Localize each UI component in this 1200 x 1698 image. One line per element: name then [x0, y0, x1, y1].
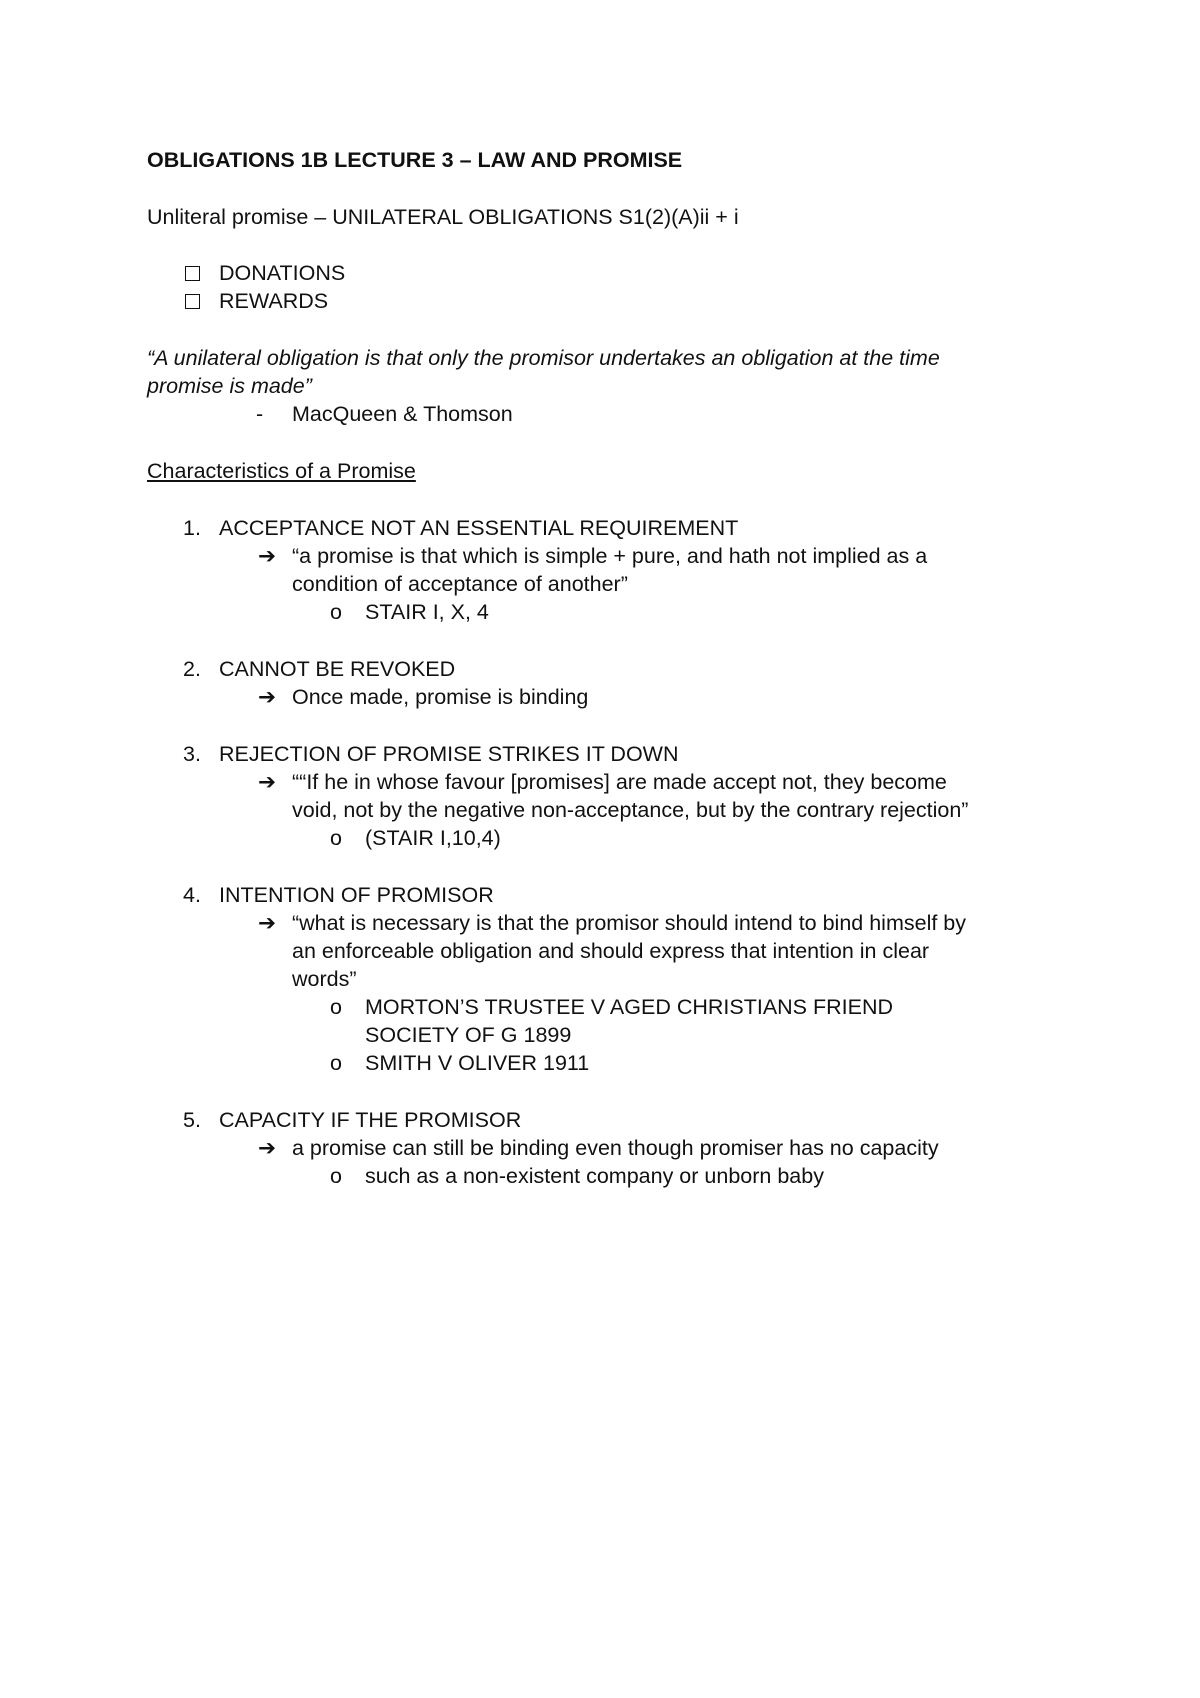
item-heading: REJECTION OF PROMISE STRIKES IT DOWN	[219, 742, 679, 766]
citation: SOCIETY OF G 1899	[365, 1023, 572, 1047]
item-heading: CANNOT BE REVOKED	[219, 657, 456, 681]
item-detail: ““If he in whose favour [promises] are made accept not, they become	[292, 770, 947, 794]
section-heading: Characteristics of a Promise	[147, 459, 416, 483]
circle-bullet-icon: o	[330, 826, 342, 850]
citation: STAIR I, X, 4	[365, 600, 489, 624]
quote-line: promise is made”	[147, 374, 312, 398]
citation: (STAIR I,10,4)	[365, 826, 501, 850]
item-detail: Once made, promise is binding	[292, 685, 589, 709]
item-heading: ACCEPTANCE NOT AN ESSENTIAL REQUIREMENT	[219, 516, 739, 540]
item-detail: an enforceable obligation and should express that intention in clear	[292, 939, 930, 963]
item-number: 4.	[183, 883, 201, 907]
item-heading: INTENTION OF PROMISOR	[219, 883, 494, 907]
citation: SMITH V OLIVER 1911	[365, 1051, 590, 1075]
citation: MORTON’S TRUSTEE V AGED CHRISTIANS FRIEND	[365, 995, 894, 1019]
circle-bullet-icon: o	[330, 1051, 342, 1075]
dash-bullet-icon: -	[256, 402, 264, 426]
item-detail: condition of acceptance of another”	[292, 572, 628, 596]
item-number: 1.	[183, 516, 201, 540]
item-detail: a promise can still be binding even though promiser has no capacity	[292, 1136, 939, 1160]
item-detail: void, not by the negative non-acceptance, but by the contrary rejection”	[292, 798, 969, 822]
item-number: 2.	[183, 657, 201, 681]
quote-line: “A unilateral obligation is that only the promisor undertakes an obligation at the time	[147, 346, 940, 370]
circle-bullet-icon: o	[330, 995, 342, 1019]
arrow-right-icon: ➔	[258, 911, 277, 935]
circle-bullet-icon: o	[330, 1164, 342, 1188]
checklist-label: DONATIONS	[219, 261, 346, 285]
item-detail: words”	[292, 967, 357, 991]
arrow-right-icon: ➔	[258, 770, 277, 794]
circle-bullet-icon: o	[330, 600, 342, 624]
item-heading: CAPACITY IF THE PROMISOR	[219, 1108, 522, 1132]
arrow-right-icon: ➔	[258, 685, 277, 709]
checkbox-icon	[185, 294, 200, 309]
checklist-label: REWARDS	[219, 289, 329, 313]
citation: such as a non-existent company or unborn baby	[365, 1164, 824, 1188]
checklist-item	[185, 259, 346, 287]
page-title: OBLIGATIONS 1B LECTURE 3 – LAW AND PROMISE	[147, 148, 683, 172]
checklist-item	[185, 287, 329, 315]
quote-author: MacQueen & Thomson	[292, 402, 513, 426]
item-detail: “a promise is that which is simple + pure, and hath not implied as a	[292, 544, 928, 568]
item-number: 5.	[183, 1108, 201, 1132]
item-detail: “what is necessary is that the promisor should intend to bind himself by	[292, 911, 966, 935]
arrow-right-icon: ➔	[258, 544, 277, 568]
checkbox-icon	[185, 266, 200, 281]
item-number: 3.	[183, 742, 201, 766]
subtitle: Unliteral promise – UNILATERAL OBLIGATIONS S1(2)(A)ii + i	[147, 205, 739, 229]
arrow-right-icon: ➔	[258, 1136, 277, 1160]
